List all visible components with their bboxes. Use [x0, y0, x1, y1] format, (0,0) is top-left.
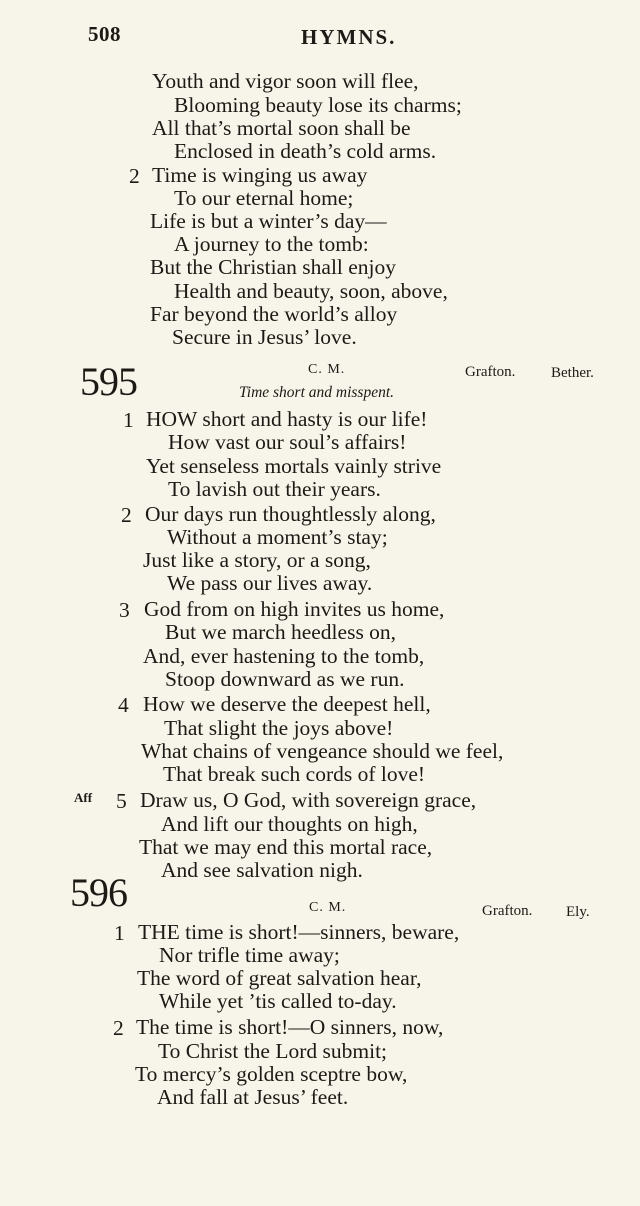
- verse-number: 5: [116, 789, 127, 813]
- hymn-line: Enclosed in death’s cold arms.: [174, 139, 437, 163]
- hymn-line: Health and beauty, soon, above,: [174, 279, 448, 303]
- hymn-line: That break such cords of love!: [163, 762, 426, 786]
- hymn-line: We pass our lives away.: [167, 571, 373, 595]
- tune-name: Bether.: [551, 365, 594, 381]
- hymn-line: And lift our thoughts on high,: [161, 812, 418, 836]
- hymn-line: Draw us, O God, with sovereign grace,: [140, 788, 477, 812]
- hymn-line: But we march heedless on,: [165, 620, 397, 644]
- meter-label: C. M.: [309, 900, 347, 915]
- tune-name: Grafton.: [482, 903, 533, 919]
- hymn-line: But the Christian shall enjoy: [150, 255, 397, 279]
- hymn-line: And see salvation nigh.: [161, 858, 363, 882]
- hymn-line: The time is short!—O sinners, now,: [136, 1015, 444, 1039]
- page-number: 508: [88, 22, 121, 46]
- verse-number: 3: [119, 598, 130, 622]
- hymn-line: Youth and vigor soon will flee,: [152, 69, 419, 93]
- hymn-line: Just like a story, or a song,: [143, 548, 371, 572]
- hymn-line: Yet senseless mortals vainly strive: [146, 454, 442, 478]
- hymn-line: While yet ’tis called to-day.: [159, 989, 397, 1013]
- hymn-line: To lavish out their years.: [168, 477, 381, 501]
- hymn-line: And, ever hastening to the tomb,: [143, 644, 425, 668]
- tune-name: Ely.: [566, 904, 590, 920]
- hymn-line: Without a moment’s stay;: [167, 525, 388, 549]
- hymn-line: Time is winging us away: [152, 163, 368, 187]
- hymn-line: Stoop downward as we run.: [165, 667, 405, 691]
- hymn-line: What chains of vengeance should we feel,: [141, 739, 504, 763]
- hymn-line: To Christ the Lord submit;: [158, 1039, 388, 1063]
- hymn-line: HOW short and hasty is our life!: [146, 407, 428, 431]
- verse-number: 1: [123, 408, 134, 432]
- hymn-line: And fall at Jesus’ feet.: [157, 1085, 349, 1109]
- hymn-subtitle: Time short and misspent.: [239, 384, 395, 401]
- hymn-line: Nor trifle time away;: [159, 943, 340, 967]
- hymn-line: To mercy’s golden sceptre bow,: [135, 1062, 408, 1086]
- verse-number: 4: [118, 693, 129, 717]
- hymn-line: Far beyond the world’s alloy: [150, 302, 398, 326]
- hymn-line: THE time is short!—sinners, beware,: [138, 920, 460, 944]
- tune-name: Grafton.: [465, 364, 516, 380]
- hymn-line: That we may end this mortal race,: [139, 835, 433, 859]
- running-title: HYMNS.: [301, 25, 397, 49]
- hymn-line: God from on high invites us home,: [144, 597, 445, 621]
- hymn-line: All that’s mortal soon shall be: [152, 116, 411, 140]
- hymn-line: That slight the joys above!: [164, 716, 394, 740]
- verse-number: 2: [121, 503, 132, 527]
- hymn-line: The word of great salvation hear,: [137, 966, 422, 990]
- hymn-line: How vast our soul’s affairs!: [168, 430, 407, 454]
- hymn-line: Blooming beauty lose its charms;: [174, 93, 462, 117]
- hymn-line: How we deserve the deepest hell,: [143, 692, 431, 716]
- hymn-number: 595: [80, 359, 137, 404]
- verse-number: 1: [114, 921, 125, 945]
- verse-number: 2: [113, 1016, 124, 1040]
- hymn-line: To our eternal home;: [174, 186, 354, 210]
- hymn-number: 596: [70, 870, 127, 915]
- hymn-line: Life is but a winter’s day—: [150, 209, 387, 233]
- hymn-line: A journey to the tomb:: [174, 232, 369, 256]
- meter-label: C. M.: [308, 362, 346, 377]
- verse-marginal-mark: Aff: [74, 790, 93, 805]
- hymn-line: Our days run thoughtlessly along,: [145, 502, 436, 526]
- verse-number: 2: [129, 164, 140, 188]
- hymn-line: Secure in Jesus’ love.: [172, 325, 357, 349]
